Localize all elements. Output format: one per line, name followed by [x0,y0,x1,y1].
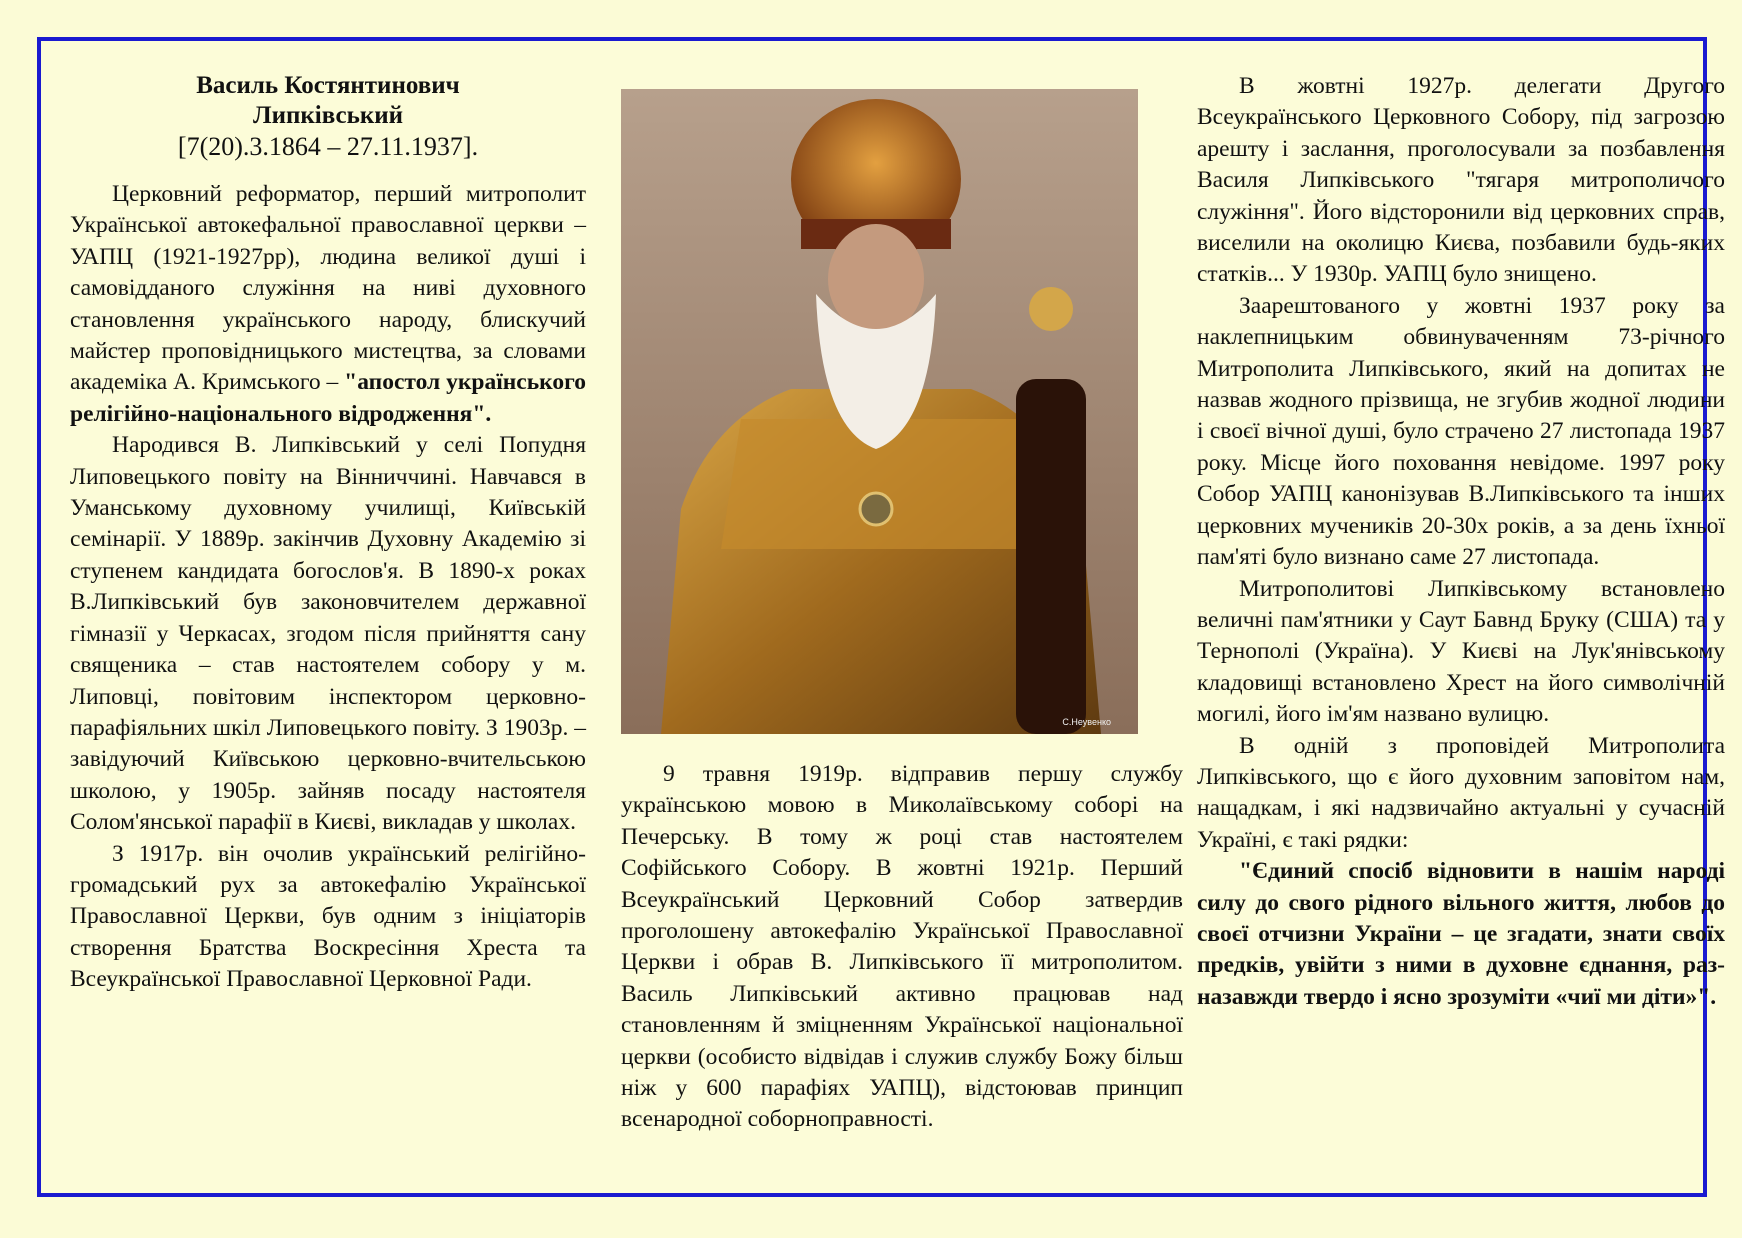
sermon-quote: "Єдиний спосіб відновити в нашім народі силу до свого рідного вільного життя, любов до своєї отчизни України – це згадати, знати своїх предків, увійти з ними в духовне єднання, раз-назавжди твердо і ясно зрозуміти «чиї ми діти»". [1197,858,1725,1010]
intro-quote: "апостол українського релігійно-національного відродження". [70,369,586,427]
paragraph-biography: Народився В. Липківський у селі Попудня Липовецького повіту на Вінниччині. Навчався в Уманському духовному училищі, Київській семінарії. У 1889р. закінчив Духовну Академію зі ступенем кандидата богослов'я. В 1890-х роках В.Липківський був законовчителем державної гімназії у Черкасах, згодом після прийняття сану священика – став настоятелем собору у м. Липовці, повітовим інспектором церковно-парафіяльних шкіл Липовецького повіту. З 1903р. – завідуючий Київською церковно-вчительською школою, у 1905р. зайняв посаду настоятеля Солом'янської парафії в Києві, викладав у школах. [70,432,586,836]
intro-text: Церковний реформатор, перший митрополит Української автокефальної православної церкви – УАПЦ (1921-1927рр), людина великої душі і самовідданого служіння на ниві духовного становлення українського народу, блискучий майстер проповідницького мистецтва, за словами академіка А. Кримського – [70,181,586,396]
left-column [70,71,586,996]
paragraph-intro [70,179,586,430]
paragraph-1927: В жовтні 1927р. делегати Другого Всеукраїнського Церковного Собору, під загрозою арешту і заслання, проголосували за позбавлення Василя Липківського "тягаря митрополичого служіння". Його відсторонили від церковних справ, виселили на околицю Києва, позбавили будь-яких статків... У 1930р. УАПЦ було знищено. [1197,73,1725,288]
portrait-image [621,89,1138,734]
paragraph-sermon: В одній з проповідей Митрополита Липківського, що є його духовним заповітом нам, нащадкам, і які надзвичайно актуальні у сучасній Україні, є такі рядки: [1197,732,1725,853]
title-name-line1: Василь Костянтинович [196,72,460,99]
portrait-signature: С.Неувенко [1062,717,1111,727]
paragraph-arrest: Заарештованого у жовтні 1937 року за наклепницьким обвинуваченням 73-річного Митрополита Липківського, який на допитах не назвав жодного прізвища, не згубив жодної людини і своєї вічної душі, було страчено 27 листопада 1937 року. Місце його поховання невідоме. 1997 року Собор УАПЦ канонізував В.Липківського та інших церковних мучеників 20-30х років, а за день їхньої пам'яті було визнано саме 27 листопада. [1197,292,1725,571]
life-dates: [7(20).3.1864 – 27.11.1937]. [177,132,479,161]
paragraph-monuments: Митрополитові Липківському встановлено величні пам'ятники у Саут Бавнд Бруку (США) та у Тернополі (Україна). У Києві на Лук'янівському кладовищі встановлено Хрест на його символічній могилі, його ім'ям названо вулицю. [1197,575,1725,728]
paragraph-1919-text: 9 травня 1919р. відправив першу службу українською мовою в Миколаївському соборі на Печерську. В тому ж році став настоятелем Софійського Собору. В жовтні 1921р. Перший Всеукраїнський Церковний Собор затвердив проголошену автокефалію Української Православної Церкви і обрав В. Липківського її митрополитом. Василь Липківський активно працював над становленням й зміцненням Української національної церкви (особисто відвідав і служив службу Божу більш ніж у 600 парафіях УАПЦ), відстоював принцип всенародної соборноправності. [621,761,1183,1133]
title-name-line2: Липківський [252,102,404,129]
paragraph-1917: З 1917р. він очолив український релігійно-громадський рух за автокефалію Української Православної Церкви, був одним з ініціаторів створення Братства Воскресіння Хреста та Всеукраїнської Православної Церковної Ради. [70,840,586,993]
right-column [1197,71,1725,1013]
document-frame [37,37,1725,1197]
paragraph-1919 [621,759,1183,1136]
